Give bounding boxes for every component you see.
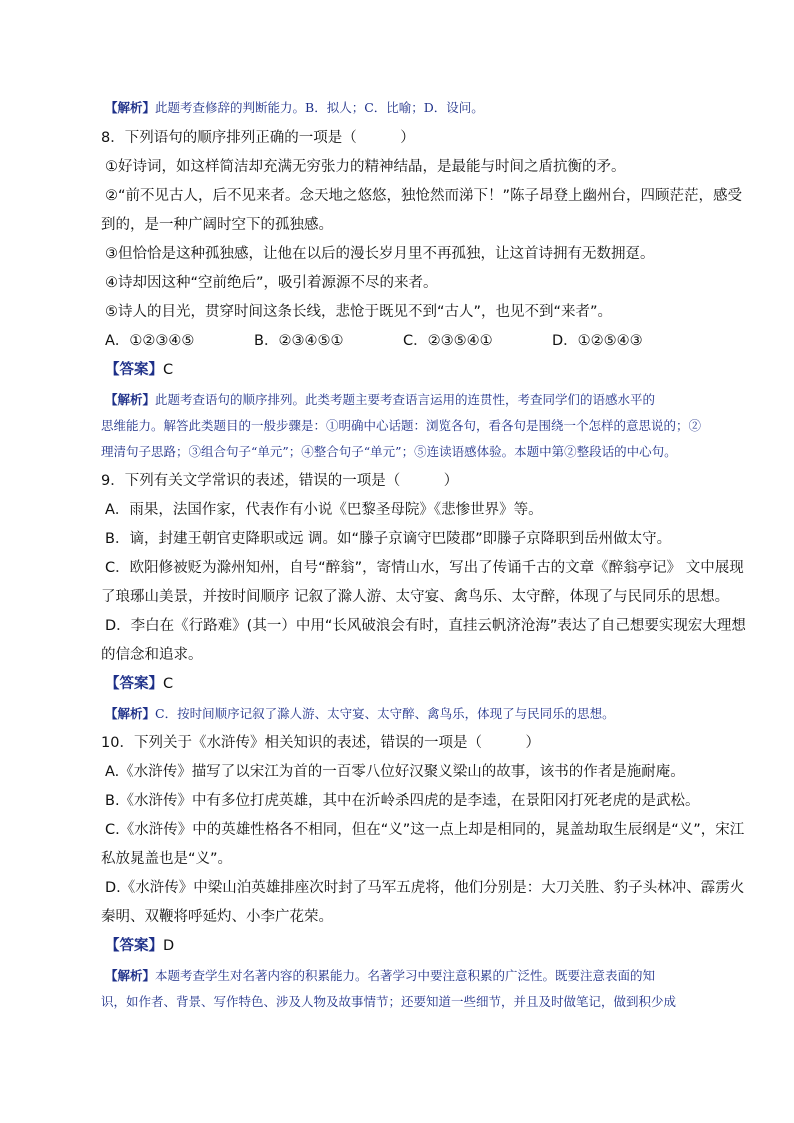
- option-c: C．②③⑤④①: [403, 333, 493, 349]
- q10-option-a: [101, 762, 701, 782]
- explanation-9: [101, 704, 701, 724]
- sentence-3-text: ③但恰恰是这种孤独感，让他在以后的漫长岁月里不再孤独，让这首诗拥有无数拥趸。: [105, 246, 655, 262]
- sentence-2-cont-text: 到的，是一种广阔时空下的孤独感。: [101, 217, 333, 233]
- q10-option-b-text: B.《水浒传》中有多位打虎英雄，其中在沂岭杀四虎的是李逵，在景阳冈打死老虎的是武松。: [105, 793, 700, 809]
- explanation-8-cont-2: [101, 442, 701, 462]
- question-9: [101, 471, 701, 491]
- sentence-5-text: ⑤诗人的目光，贯穿时间这条长线，悲怆于既见不到“古人”，也见不到“来者”。: [105, 304, 613, 320]
- sentence-1-text: ①好诗词，如这样简洁却充满无穷张力的精神结晶，是最能与时间之盾抗衡的矛。: [105, 159, 626, 175]
- answer-8: [101, 360, 701, 380]
- q10-option-d-cont-text: 秦明、双鞭将呼延灼、小李广花荣。: [101, 909, 333, 925]
- answer-tag: 【答案】: [105, 362, 163, 378]
- explanation-text: 此题考查修辞的判断能力。B．拟人；C．比喻；D．设问。: [155, 100, 484, 115]
- sentence-2-cont: [101, 215, 701, 235]
- q10-option-d-cont: [101, 907, 701, 927]
- q10-option-d: [101, 878, 745, 898]
- q9-option-c-cont: [101, 587, 730, 607]
- explanation-text: 识，如作者、背景、写作特色、涉及人物及故事情节；还要知道一些细节，并且及时做笔记，做到积少成: [101, 994, 677, 1009]
- explanation-tag: 【解析】: [105, 100, 156, 115]
- answer-10: [101, 936, 701, 956]
- explanation-tag: 【解析】: [105, 392, 156, 407]
- answer-value: C: [163, 676, 174, 692]
- question-8: [101, 128, 701, 148]
- answer-9: [101, 674, 701, 694]
- q9-option-b: [101, 529, 701, 549]
- q9-option-d-cont: [101, 645, 701, 665]
- answer-value: D: [163, 938, 175, 954]
- q10-option-c-text: C.《水浒传》中的英雄性格各不相同，但在“义”这一点上却是相同的，晁盖劫取生辰纲是“义”，宋江: [105, 822, 745, 838]
- sentence-3: [101, 244, 701, 264]
- q10-option-a-text: A.《水浒传》描写了以宋江为首的一百零八位好汉聚义梁山的故事，该书的作者是施耐庵。: [105, 764, 685, 780]
- answer-options-8: [101, 331, 701, 351]
- question-9-text: 9．下列有关文学常识的表述，错误的一项是（ ）: [101, 473, 459, 489]
- explanation-text: 本题考查学生对名著内容的积累能力。名著学习中要注意积累的广泛性。既要注意表面的知: [155, 968, 656, 983]
- q9-option-c-cont-text: 了琅琊山美景，并按时间顺序 记叙了滁人游、太守宴、禽鸟乐、太守醉，体现了与民同乐的思想。: [101, 589, 730, 605]
- answer-tag: 【答案】: [105, 676, 163, 692]
- document-content: [101, 98, 746, 1012]
- explanation-tag: 【解析】: [105, 706, 156, 721]
- explanation-8-cont-1: [101, 416, 701, 436]
- explanation-text: 此题考查语句的顺序排列。此类考题主要考查语言运用的连贯性，考查同学们的语感水平的: [155, 392, 656, 407]
- explanation-10-cont: [101, 992, 701, 1012]
- explanation-8: [101, 390, 701, 410]
- sentence-1: [101, 157, 701, 177]
- explanation-text: 思维能力。解答此类题目的一般步骤是：①明确中心话题：浏览各句，看各句是围绕一个怎样的意思说的；②: [101, 418, 702, 433]
- option-d: D．①②⑤④③: [552, 333, 643, 349]
- explanation-line: [101, 98, 701, 118]
- q9-option-b-text: B．谪，封建王朝官吏降职或远 调。如“滕子京谪守巴陵郡”即滕子京降职到岳州做太守。: [105, 531, 672, 547]
- q9-option-a-text: A．雨果，法国作家，代表作有小说《巴黎圣母院》《悲惨世界》等。: [105, 502, 543, 518]
- q9-option-d-cont-text: 的信念和追求。: [101, 647, 203, 663]
- question-8-text: 8．下列语句的顺序排列正确的一项是（ ）: [101, 130, 415, 146]
- q10-option-c: [101, 820, 745, 840]
- question-10-text: 10．下列关于《水浒传》相关知识的表述，错误的一项是（ ）: [101, 735, 540, 751]
- answer-tag: 【答案】: [105, 938, 163, 954]
- option-a: A．①②③④⑤: [105, 333, 195, 349]
- explanation-text: 理清句子思路；③组合句子“单元”；④整合句子“单元”；⑤连读语感体验。本题中第②整段话的中心句。: [101, 444, 677, 459]
- answer-value: C: [163, 362, 174, 378]
- sentence-2: [101, 186, 743, 206]
- sentence-4: [101, 273, 701, 293]
- question-10: [101, 733, 701, 753]
- q10-option-c-cont: [101, 849, 701, 869]
- q9-option-a: [101, 500, 701, 520]
- q9-option-d-text: D．李白在《行路难》(其一）中用“长风破浪会有时，直挂云帆济沧海”表达了自己想要实现宏大理想: [105, 618, 746, 634]
- option-b: B．②③④⑤①: [254, 333, 344, 349]
- q10-option-b: [101, 791, 701, 811]
- q9-option-d: [101, 616, 746, 636]
- sentence-5: [101, 302, 701, 322]
- q10-option-d-text: D.《水浒传》中梁山泊英雄排座次时封了马军五虎将，他们分别是：大刀关胜、豹子头林冲、霹雳火: [105, 880, 745, 896]
- explanation-text: C．按时间顺序记叙了滁人游、太守宴、太守醉、禽鸟乐，体现了与民同乐的思想。: [155, 706, 615, 721]
- sentence-4-text: ④诗却因这种“空前绝后”，吸引着源源不尽的来者。: [105, 275, 438, 291]
- q9-option-c-text: C．欧阳修被贬为滁州知州，自号“醉翁”，寄情山水，写出了传诵千古的文章《醉翁亭记》 文中展现: [105, 560, 744, 576]
- explanation-tag: 【解析】: [105, 968, 156, 983]
- sentence-2-text: ②“前不见古人，后不见来者。念天地之悠悠，独怆然而涕下！”陈子昂登上幽州台，四顾茫茫，感受: [105, 188, 743, 204]
- explanation-10: [101, 966, 701, 986]
- q10-option-c-cont-text: 私放晁盖也是“义”。: [101, 851, 233, 867]
- q9-option-c: [101, 558, 744, 578]
